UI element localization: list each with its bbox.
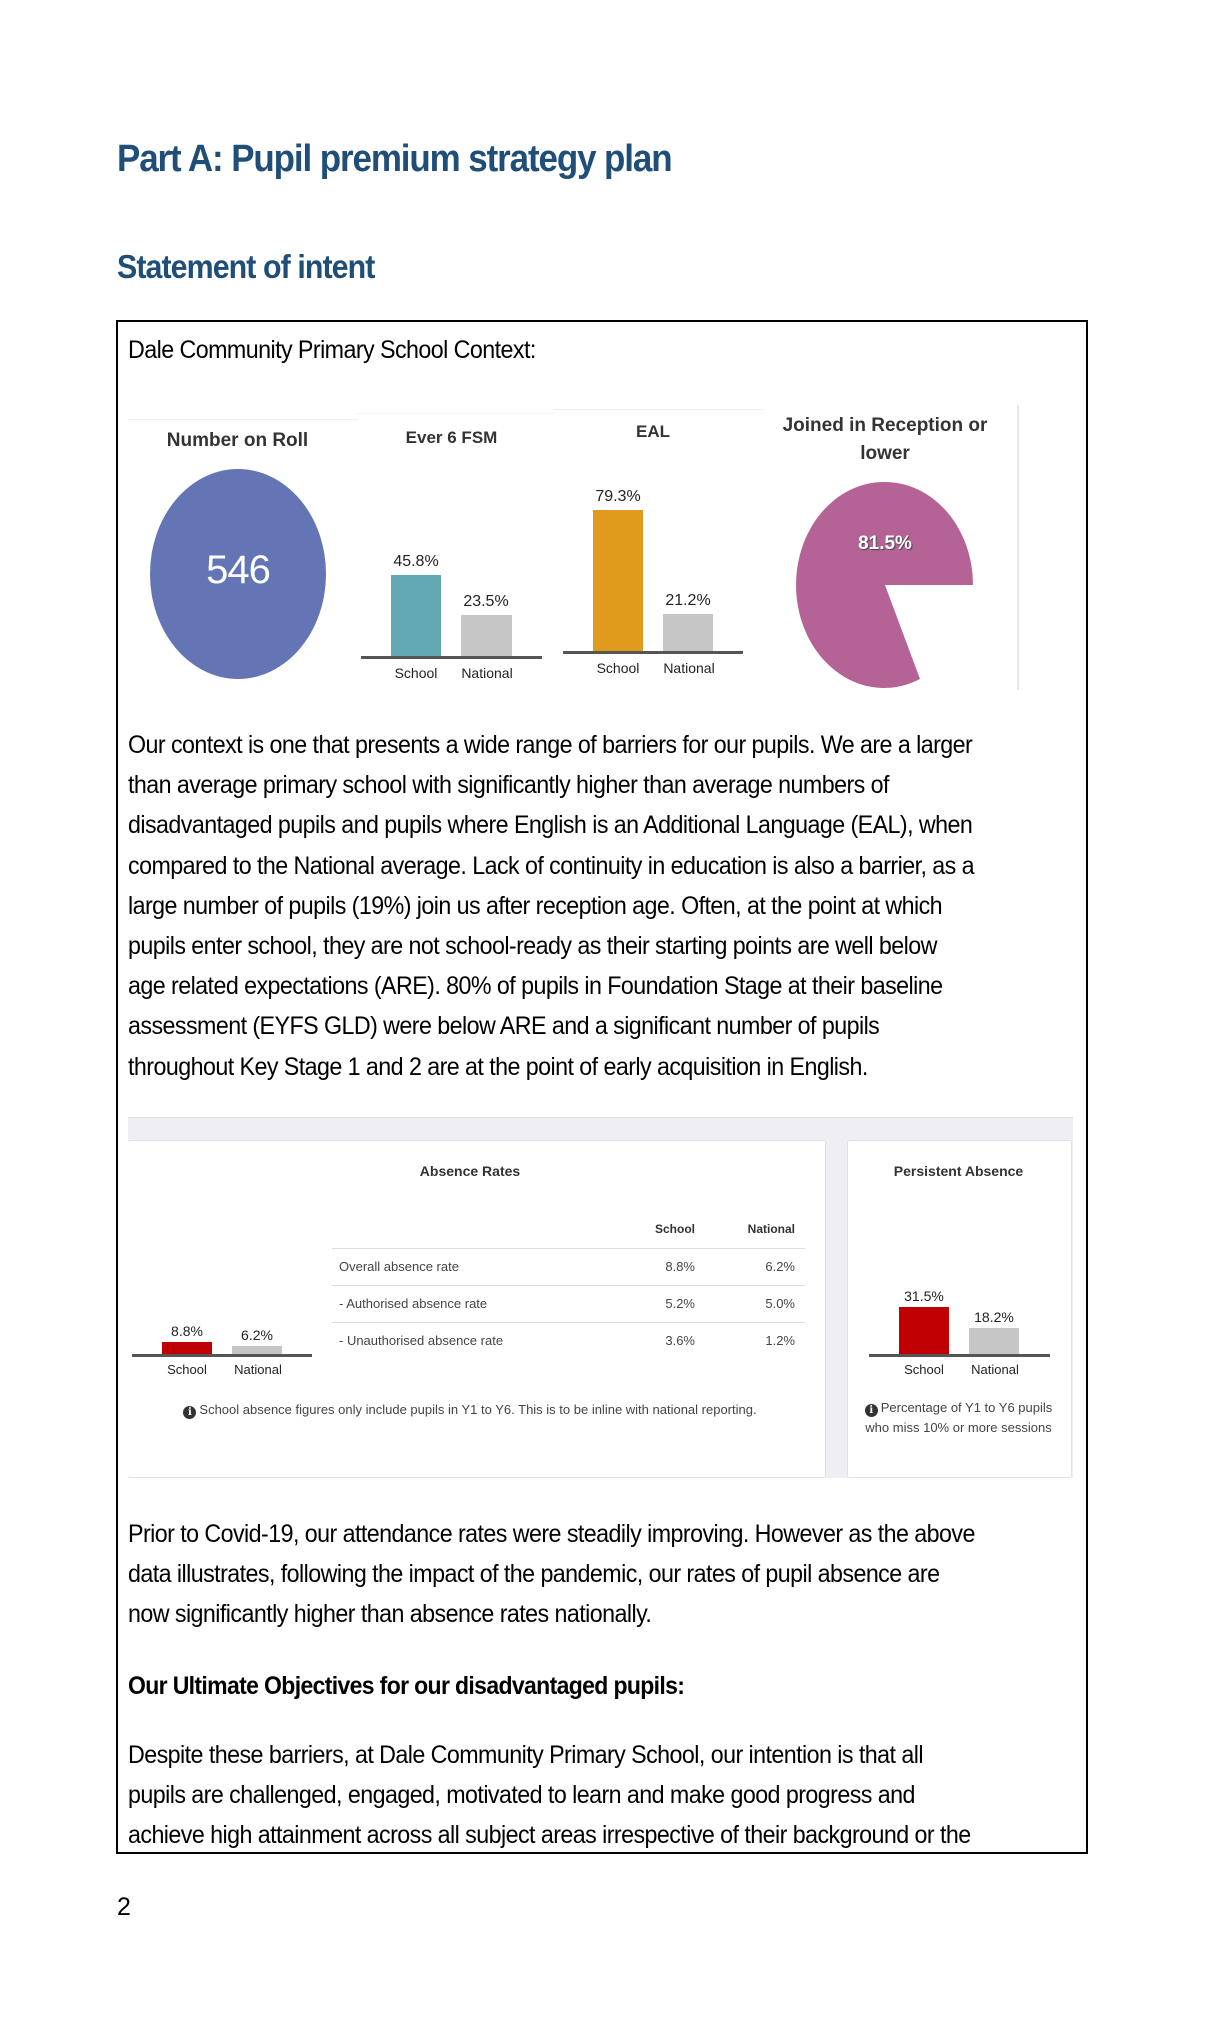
- objectives-paragraph: [128, 1735, 971, 1856]
- absence-note: [140, 1402, 800, 1419]
- table-cell-school: 3.6%: [665, 1333, 695, 1348]
- joined-title-line2: lower: [860, 443, 910, 464]
- eal-school-value: 79.3%: [595, 488, 641, 505]
- absence-title: Absence Rates: [419, 1163, 521, 1179]
- fsm-national-bar: [461, 615, 512, 657]
- eal-cat-school: School: [596, 660, 640, 676]
- text-line: Despite these barriers, at Dale Community Primary School, our intention is that all: [128, 1741, 923, 1769]
- absence-national-value: 6.2%: [241, 1327, 273, 1343]
- absence-cat-school: School: [167, 1362, 207, 1377]
- persistent-cat-school: School: [904, 1362, 944, 1377]
- fsm-national-value: 23.5%: [463, 593, 509, 610]
- absence-axis: [132, 1354, 312, 1357]
- roll-value: 546: [206, 548, 270, 592]
- persistent-title: Persistent Absence: [893, 1163, 1024, 1179]
- divider: [1017, 405, 1019, 690]
- text-line: disadvantaged pupils and pupils where English is an Additional Language (EAL), when: [128, 811, 973, 840]
- fsm-cat-school: School: [394, 665, 438, 681]
- absence-school-value: 8.8%: [171, 1323, 203, 1339]
- fsm-school-bar: [391, 575, 441, 657]
- text-line: data illustrates, following the impact of the pandemic, our rates of pupil absence are: [128, 1560, 940, 1589]
- text-line: large number of pupils (19%) join us after reception age. Often, at the point at which: [128, 891, 943, 920]
- table-divider: [332, 1322, 805, 1323]
- text-line: Prior to Covid-19, our attendance rates were steadily improving. However as the above: [128, 1520, 975, 1548]
- joined-value: 81.5%: [858, 533, 912, 554]
- text-line: achieve high attainment across all subject areas irrespective of their background or the: [128, 1821, 971, 1850]
- fsm-cat-national: National: [461, 665, 513, 681]
- context-paragraph: [128, 725, 974, 1087]
- divider: [355, 413, 555, 414]
- divider: [128, 419, 358, 420]
- table-cell-national: 1.2%: [765, 1333, 795, 1348]
- text-line: than average primary school with significantly higher than average numbers of: [128, 771, 889, 800]
- eal-title: EAL: [636, 422, 670, 441]
- text-line: age related expectations (ARE). 80% of pupils in Foundation Stage at their baseline: [128, 972, 943, 1001]
- persistent-cat-national: National: [971, 1362, 1019, 1377]
- absence-cat-national: National: [234, 1362, 282, 1377]
- text-line: pupils are challenged, engaged, motivated to learn and make good progress and: [128, 1781, 915, 1810]
- context-label: Dale Community Primary School Context:: [128, 336, 536, 364]
- persistent-axis: [869, 1354, 1050, 1357]
- eal-axis: [563, 651, 743, 654]
- absence-school-bar: [162, 1342, 212, 1354]
- persistent-national-bar: [969, 1328, 1019, 1354]
- text-line: Our context is one that presents a wide range of barriers for our pupils. We are a larger: [128, 731, 973, 759]
- table-row-label: - Unauthorised absence rate: [339, 1333, 504, 1348]
- text-line: assessment (EYFS GLD) were below ARE and a significant number of pupils: [128, 1012, 880, 1041]
- table-header-national: National: [747, 1222, 795, 1236]
- joined-pie: [790, 478, 990, 690]
- section-heading: Statement of intent: [117, 248, 375, 285]
- table-row-label: - Authorised absence rate: [339, 1296, 488, 1311]
- info-icon: i: [865, 1404, 878, 1417]
- persistent-note: [862, 1398, 1055, 1438]
- eal-school-bar: [593, 510, 643, 652]
- roll-title: Number on Roll: [166, 430, 309, 451]
- table-divider: [332, 1248, 805, 1249]
- table-row-label: Overall absence rate: [339, 1259, 459, 1274]
- absence-national-bar: [232, 1346, 282, 1354]
- table-cell-national: 6.2%: [765, 1259, 795, 1274]
- objectives-heading: Our Ultimate Objectives for our disadvantaged pupils:: [128, 1672, 685, 1700]
- page-title: Part A: Pupil premium strategy plan: [117, 138, 672, 180]
- eal-national-value: 21.2%: [665, 592, 711, 609]
- info-icon: i: [183, 1406, 196, 1419]
- text-line: compared to the National average. Lack of continuity in education is also a barrier, as a: [128, 851, 974, 880]
- text-line: now significantly higher than absence rates nationally.: [128, 1600, 652, 1629]
- table-cell-school: 8.8%: [665, 1259, 695, 1274]
- pie-chart-graphic: [790, 478, 990, 690]
- text-line: throughout Key Stage 1 and 2 are at the point of early acquisition in English.: [128, 1052, 868, 1081]
- table-cell-school: 5.2%: [665, 1296, 695, 1311]
- table-header-school: School: [654, 1222, 695, 1236]
- table-divider: [332, 1285, 805, 1286]
- joined-title-line1: Joined in Reception or: [782, 415, 988, 436]
- absence-note-text: School absence figures only include pupils in Y1 to Y6. This is to be inline with national reporting.: [199, 1402, 757, 1417]
- fsm-axis: [361, 656, 542, 659]
- persistent-note-text: Percentage of Y1 to Y6 pupils who miss 10% or more sessions: [865, 1400, 1053, 1435]
- divider: [553, 409, 763, 410]
- persistent-school-bar: [899, 1307, 949, 1354]
- page-number: 2: [117, 1893, 131, 1921]
- text-line: pupils enter school, they are not school-ready as their starting points are well below: [128, 932, 937, 961]
- attendance-paragraph: [128, 1514, 975, 1635]
- fsm-school-value: 45.8%: [393, 553, 439, 570]
- eal-cat-national: National: [663, 660, 715, 676]
- fsm-title: Ever 6 FSM: [405, 428, 498, 447]
- persistent-school-value: 31.5%: [904, 1288, 944, 1304]
- eal-national-bar: [663, 614, 713, 652]
- persistent-national-value: 18.2%: [974, 1309, 1014, 1325]
- joined-title: [770, 412, 1000, 468]
- table-cell-national: 5.0%: [765, 1296, 795, 1311]
